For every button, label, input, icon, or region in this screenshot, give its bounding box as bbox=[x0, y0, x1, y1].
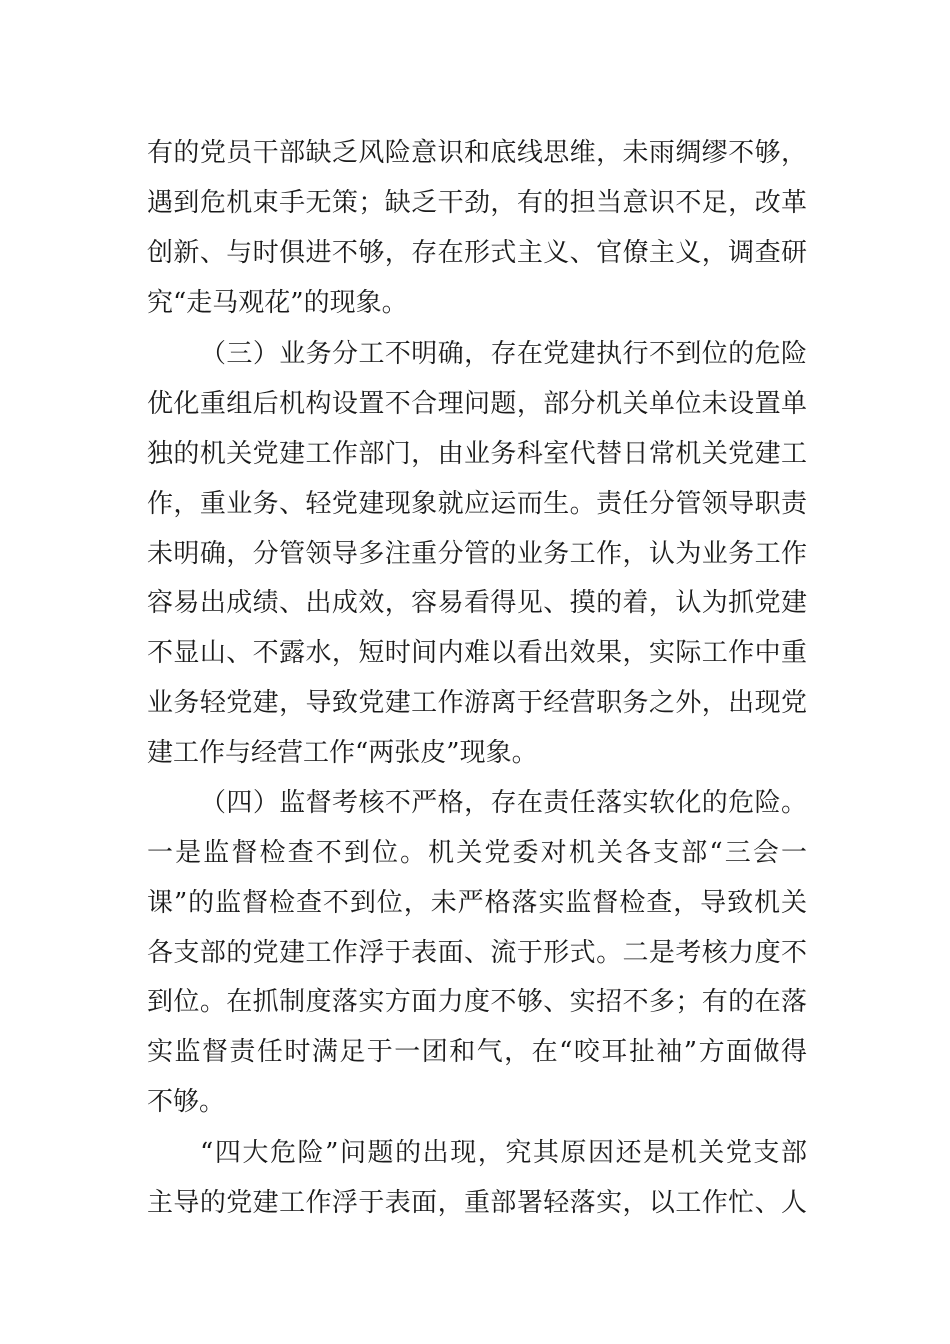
text-line: 遇到危机束手无策；缺乏干劲，有的担当意识不足，改革 bbox=[147, 188, 807, 218]
text-line: 独的机关党建工作部门，由业务科室代替日常机关党建工 bbox=[147, 439, 807, 469]
text-line: 未明确，分管领导多注重分管的业务工作，认为业务工作 bbox=[147, 539, 807, 569]
paragraph-start: “四大危险”问题的出现，究其原因还是机关党支部 bbox=[200, 1138, 807, 1168]
text-line: 课”的监督检查不到位，未严格落实监督检查，导致机关 bbox=[147, 888, 807, 918]
text-line: 优化重组后机构设置不合理问题，部分机关单位未设置单 bbox=[147, 389, 807, 419]
text-line: 到位。在抓制度落实方面力度不够、实招不多；有的在落 bbox=[147, 987, 807, 1017]
text-line: 作，重业务、轻党建现象就应运而生。责任分管领导职责 bbox=[147, 489, 807, 519]
text-line: 有的党员干部缺乏风险意识和底线思维，未雨绸缪不够， bbox=[147, 138, 807, 168]
text-line: 不显山、不露水，短时间内难以看出效果，实际工作中重 bbox=[147, 638, 807, 668]
section-heading: （三）业务分工不明确，存在党建执行不到位的危险 bbox=[200, 339, 807, 369]
text-line: 主导的党建工作浮于表面，重部署轻落实，以工作忙、人 bbox=[147, 1188, 807, 1218]
text-line: 建工作与经营工作“两张皮”现象。 bbox=[147, 738, 538, 768]
text-line: 一是监督检查不到位。机关党委对机关各支部“三会一 bbox=[147, 838, 807, 868]
text-line: 业务轻党建，导致党建工作游离于经营职务之外，出现党 bbox=[147, 688, 807, 718]
text-line: 实监督责任时满足于一团和气，在“咬耳扯袖”方面做得 bbox=[147, 1037, 807, 1067]
text-line: 究“走马观花”的现象。 bbox=[147, 288, 408, 318]
section-heading: （四）监督考核不严格，存在责任落实软化的危险。 bbox=[200, 788, 807, 818]
text-line: 不够。 bbox=[147, 1087, 226, 1117]
text-line: 各支部的党建工作浮于表面、流于形式。二是考核力度不 bbox=[147, 938, 807, 968]
text-line: 创新、与时俱进不够，存在形式主义、官僚主义，调查研 bbox=[147, 238, 807, 268]
text-line: 容易出成绩、出成效，容易看得见、摸的着，认为抓党建 bbox=[147, 588, 807, 618]
